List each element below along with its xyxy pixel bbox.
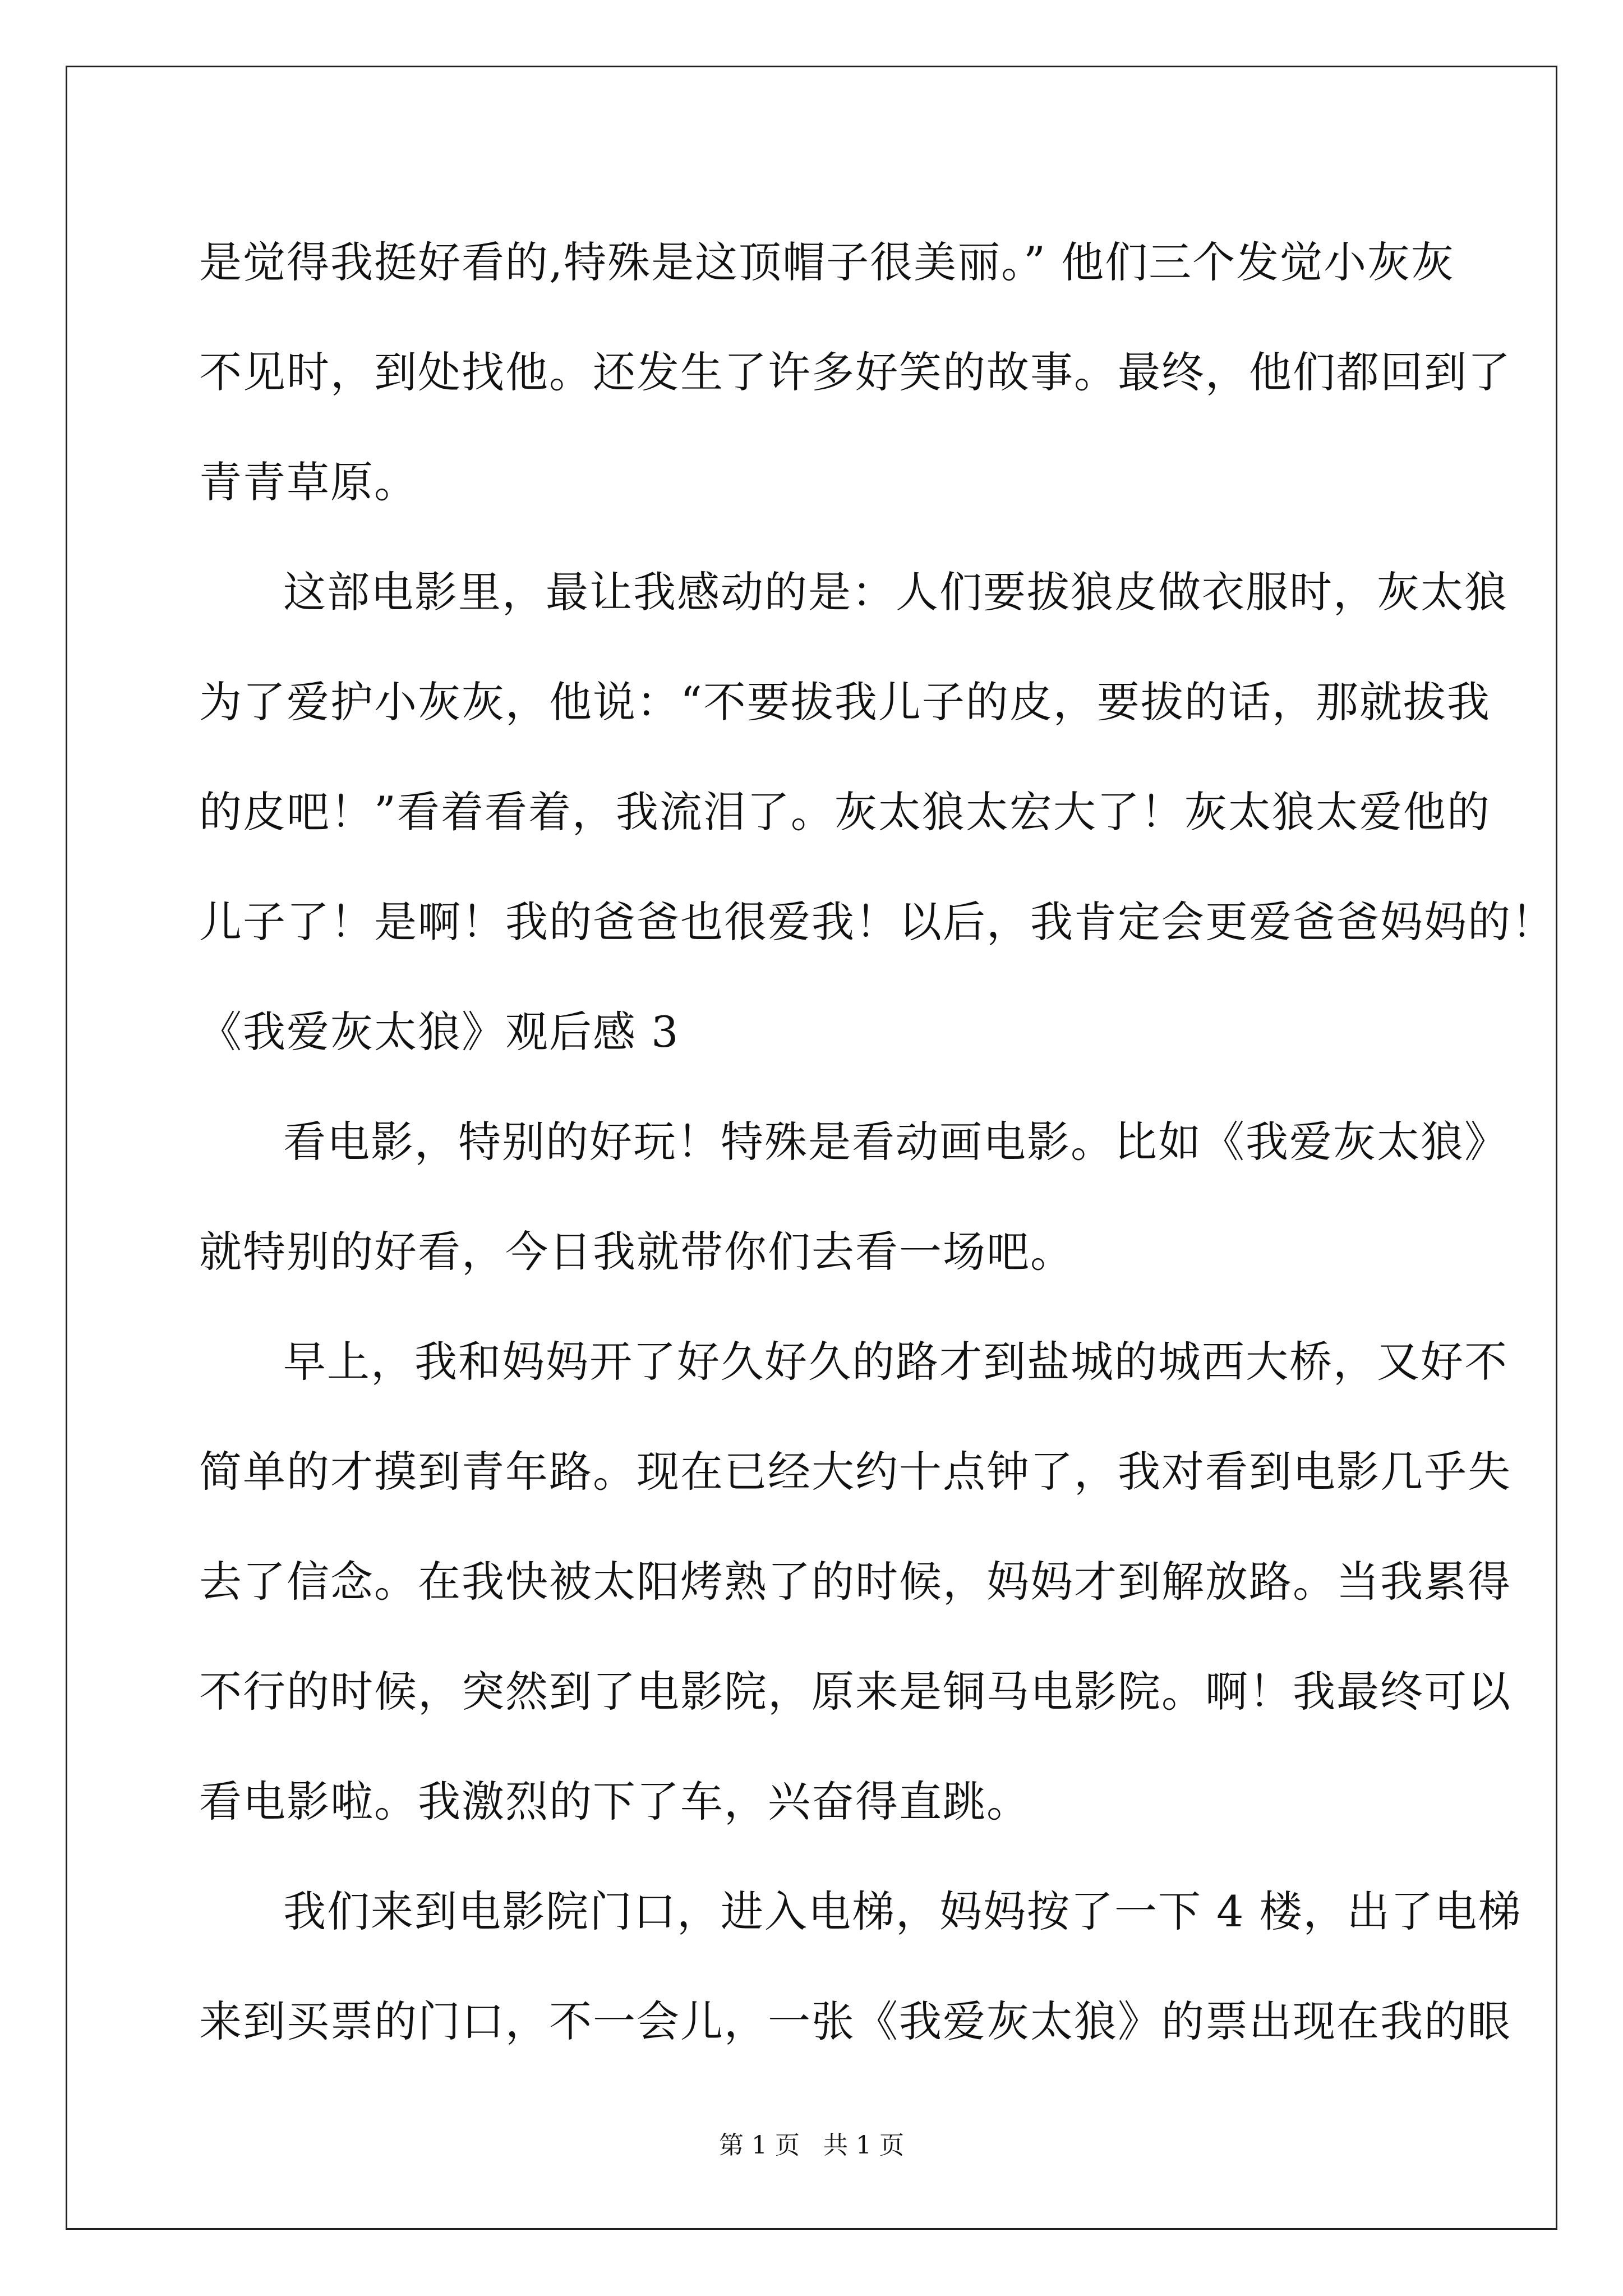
text-line: 不见时，到处找他。还发生了许多好笑的故事。最终，他们都回到了 [199, 347, 1511, 397]
paragraph-first-line: 早上，我和妈妈开了好久好久的路才到盐城的城西大桥，又好不 [283, 1337, 1508, 1387]
text-line: 青青草原。 [199, 457, 418, 507]
section-heading: 《我爱灰太狼》观后感 3 [199, 1007, 680, 1057]
text-line: 去了信念。在我快被太阳烤熟了的时候，妈妈才到解放路。当我累得 [199, 1557, 1511, 1607]
text-line: 简单的才摸到青年路。现在已经大约十点钟了，我对看到电影几乎失 [199, 1447, 1511, 1497]
text-line: 儿子了！是啊！我的爸爸也很爱我！以后，我肯定会更爱爸爸妈妈的！ [199, 897, 1555, 947]
text-line: 来到买票的门口，不一会儿，一张《我爱灰太狼》的票出现在我的眼 [199, 1996, 1511, 2046]
document-body [199, 208, 1555, 2077]
text-line: 就特别的好看，今日我就带你们去看一场吧。 [199, 1227, 1074, 1277]
text-line: 看电影啦。我激烈的下了车，兴奋得直跳。 [199, 1777, 1030, 1826]
paragraph-first-line: 看电影，特别的好玩！特殊是看动画电影。比如《我爱灰太狼》 [283, 1117, 1508, 1167]
text-line: 是觉得我挺好看的,特殊是这顶帽子很美丽。” 他们三个发觉小灰灰 [199, 237, 1455, 287]
text-line: 为了爱护小灰灰，他说：“不要拔我儿子的皮，要拔的话，那就拔我 [199, 677, 1491, 727]
text-line: 的皮吧！”看着看着，我流泪了。灰太狼太宏大了！灰太狼太爱他的 [199, 787, 1491, 837]
text-line: 不行的时候，突然到了电影院，原来是铜马电影院。啊！我最终可以 [199, 1667, 1511, 1717]
page-number-footer: 第 1 页 共 1 页 [719, 2131, 904, 2160]
paragraph-first-line: 我们来到电影院门口，进入电梯，妈妈按了一下 4 楼，出了电梯 [283, 1887, 1522, 1936]
paragraph-first-line: 这部电影里，最让我感动的是：人们要拔狼皮做衣服时，灰太狼 [283, 567, 1508, 617]
